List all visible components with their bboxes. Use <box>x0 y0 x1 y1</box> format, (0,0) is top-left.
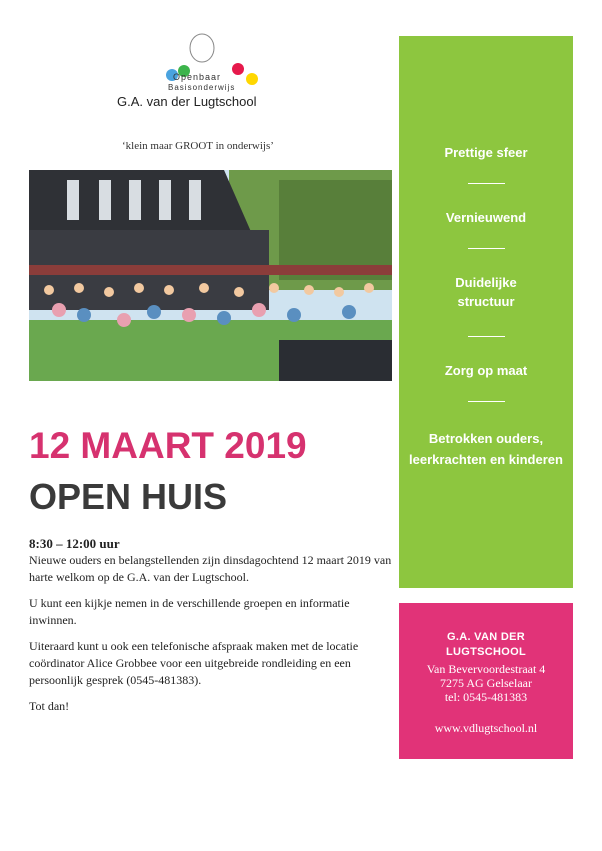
paragraph: Nieuwe ouders en belangstellenden zijn dinsdagochtend 12 maart 2019 van harte welkom op de G.A. van der Lugtschool. <box>29 553 392 584</box>
contact-address <box>399 662 573 704</box>
divider <box>468 336 505 337</box>
contact-phone: tel: 0545-481383 <box>444 690 528 704</box>
contact-street: Van Bevervoordestraat 4 <box>426 662 546 676</box>
divider <box>468 248 505 249</box>
paragraph: Tot dan! <box>29 699 70 713</box>
contact-panel <box>399 603 573 759</box>
event-date: 12 MAART 2019 <box>29 425 307 466</box>
contact-name-line2: LUGTSCHOOL <box>446 646 526 658</box>
logo-line-openbaar: Openbaar <box>173 72 222 82</box>
contact-website: www.vdlugtschool.nl <box>434 721 538 735</box>
feature-item: Vernieuwend <box>445 210 527 225</box>
contact-city: 7275 AG Gelselaar <box>440 676 532 690</box>
school-photo <box>29 170 392 381</box>
paragraph: U kunt een kijkje nemen in de verschillende groepen en informatie inwinnen. <box>29 596 350 627</box>
logo-line-basisonderwijs: Basisonderwijs <box>168 83 236 92</box>
feature-item: Zorg op maat <box>444 363 528 378</box>
paragraph: Uiteraard kunt u ook een telefonische afspraak maken met de locatie coördinator Alice Grobbee voor een uitgebreide rondleiding en een persoonlijk gesprek (0545-481383). <box>29 639 359 687</box>
event-time: 8:30 – 12:00 uur <box>29 536 120 551</box>
contact-name-line1: G.A. VAN DER <box>447 631 525 643</box>
feature-item: Betrokken ouders, leerkrachten en kinderen <box>409 431 563 467</box>
feature-item: Duidelijke structuur <box>455 275 517 309</box>
feature-item: Prettige sfeer <box>444 145 528 160</box>
tagline: ‘klein maar GROOT in onderwijs’ <box>122 140 274 152</box>
event-title: OPEN HUIS <box>29 476 228 517</box>
divider <box>468 401 505 402</box>
features-panel <box>399 36 573 588</box>
contact-name <box>399 630 573 660</box>
divider <box>468 183 505 184</box>
event-description <box>29 535 394 724</box>
logo-school-name: G.A. van der Lugtschool <box>117 94 257 109</box>
